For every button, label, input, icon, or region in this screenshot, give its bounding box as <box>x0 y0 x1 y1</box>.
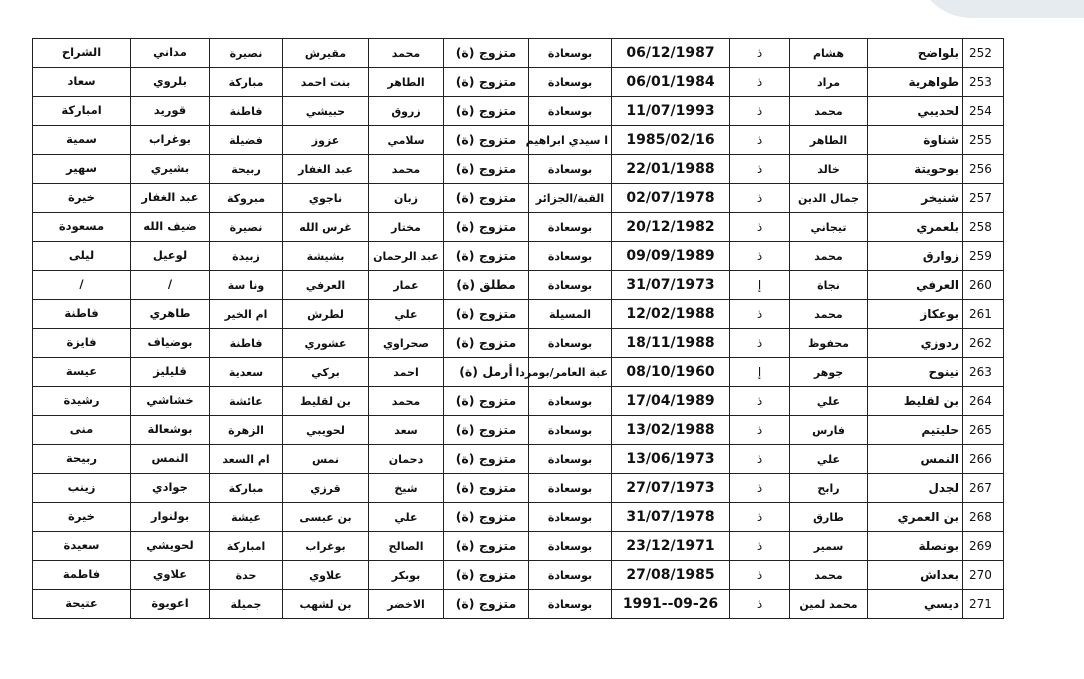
father-name-cell: عبد الرحمان <box>369 242 444 271</box>
spouse-last-name-cell: بوشعالة <box>131 416 210 445</box>
table-row <box>33 329 1004 358</box>
birth-date-cell: 27/07/1973 <box>612 474 730 503</box>
first-name-cell: تيجاني <box>790 213 868 242</box>
father-name-cell: سلامي <box>369 126 444 155</box>
spouse-last-name-cell: بوغراب <box>131 126 210 155</box>
first-name-cell: محمد <box>790 97 868 126</box>
spouse-last-name-cell: النمس <box>131 445 210 474</box>
row-number-cell: 265 <box>963 416 1004 445</box>
birth-place-cell: بوسعادة <box>529 445 612 474</box>
table-row <box>33 590 1004 619</box>
row-number-cell: 260 <box>963 271 1004 300</box>
mother-last-name-cell: بن لقليط <box>283 387 369 416</box>
birth-place-cell: بوسعادة <box>529 532 612 561</box>
last-name-cell: بن لقليط <box>868 387 963 416</box>
sex-cell: ذ <box>730 155 790 184</box>
spouse-last-name-cell: قوريد <box>131 97 210 126</box>
mother-last-name-cell: حبيشي <box>283 97 369 126</box>
father-name-cell: الاخضر <box>369 590 444 619</box>
corner-decoration <box>914 0 1084 18</box>
birth-date-cell: 1985/02/16 <box>612 126 730 155</box>
mother-first-name-cell: فاطنة <box>210 97 283 126</box>
sex-cell: ذ <box>730 300 790 329</box>
mother-last-name-cell: عزوز <box>283 126 369 155</box>
father-name-cell: محمد <box>369 155 444 184</box>
mother-first-name-cell: مباركة <box>210 68 283 97</box>
mother-last-name-cell: لحويبي <box>283 416 369 445</box>
mother-last-name-cell: العرفي <box>283 271 369 300</box>
spouse-last-name-cell: اعويوة <box>131 590 210 619</box>
mother-first-name-cell: الزهرة <box>210 416 283 445</box>
first-name-cell: محفوظ <box>790 329 868 358</box>
birth-place-cell: بوسعادة <box>529 590 612 619</box>
sex-cell: ذ <box>730 97 790 126</box>
spouse-first-name-cell: عتيحة <box>33 590 131 619</box>
marital-status-cell: متزوج (ة) <box>444 242 529 271</box>
father-name-cell: عمار <box>369 271 444 300</box>
first-name-cell: محمد لمين <box>790 590 868 619</box>
sex-cell: ذ <box>730 329 790 358</box>
spouse-last-name-cell: بلروي <box>131 68 210 97</box>
last-name-cell: حليتيم <box>868 416 963 445</box>
father-name-cell: الطاهر <box>369 68 444 97</box>
birth-date-cell: 1991--09-26 <box>612 590 730 619</box>
table-row <box>33 561 1004 590</box>
birth-date-cell: 22/01/1988 <box>612 155 730 184</box>
birth-place-cell: بوسعادة <box>529 97 612 126</box>
first-name-cell: محمد <box>790 242 868 271</box>
marital-status-cell: متزوج (ة) <box>444 474 529 503</box>
first-name-cell: فارس <box>790 416 868 445</box>
birth-date-cell: 17/04/1989 <box>612 387 730 416</box>
birth-place-cell: ا سيدي ابراهيم <box>529 126 612 155</box>
birth-date-cell: 08/10/1960 <box>612 358 730 387</box>
birth-place-cell: بوسعادة <box>529 387 612 416</box>
sex-cell: ذ <box>730 184 790 213</box>
table-row <box>33 242 1004 271</box>
spouse-last-name-cell: قليليز <box>131 358 210 387</box>
row-number-cell: 253 <box>963 68 1004 97</box>
marital-status-cell: متزوج (ة) <box>444 300 529 329</box>
first-name-cell: طارق <box>790 503 868 532</box>
mother-first-name-cell: سعدية <box>210 358 283 387</box>
birth-place-cell: المسيلة <box>529 300 612 329</box>
table-row <box>33 445 1004 474</box>
birth-place-cell: بوسعادة <box>529 39 612 68</box>
birth-place-cell: بوسعادة <box>529 68 612 97</box>
father-name-cell: صحراوي <box>369 329 444 358</box>
mother-first-name-cell: جميلة <box>210 590 283 619</box>
first-name-cell: مراد <box>790 68 868 97</box>
birth-place-cell: بوسعادة <box>529 213 612 242</box>
spouse-first-name-cell: امباركة <box>33 97 131 126</box>
birth-place-cell: بوسعادة <box>529 416 612 445</box>
last-name-cell: بلواضح <box>868 39 963 68</box>
last-name-cell: نينوح <box>868 358 963 387</box>
row-number-cell: 263 <box>963 358 1004 387</box>
mother-first-name-cell: ام السعد <box>210 445 283 474</box>
marital-status-cell: متزوج (ة) <box>444 213 529 242</box>
mother-last-name-cell: لطرش <box>283 300 369 329</box>
spouse-first-name-cell: فايزة <box>33 329 131 358</box>
mother-first-name-cell: عيشة <box>210 503 283 532</box>
spouse-first-name-cell: سعاد <box>33 68 131 97</box>
marital-status-cell: متزوج (ة) <box>444 503 529 532</box>
marital-status-cell: متزوج (ة) <box>444 126 529 155</box>
table-row <box>33 503 1004 532</box>
sex-cell: ذ <box>730 590 790 619</box>
spouse-last-name-cell: بشيري <box>131 155 210 184</box>
first-name-cell: خالد <box>790 155 868 184</box>
spouse-last-name-cell: مداني <box>131 39 210 68</box>
sex-cell: إ <box>730 271 790 300</box>
father-name-cell: محمد <box>369 387 444 416</box>
marital-status-cell: متزوج (ة) <box>444 68 529 97</box>
table-row <box>33 358 1004 387</box>
spouse-first-name-cell: سعيدة <box>33 532 131 561</box>
first-name-cell: جمال الدين <box>790 184 868 213</box>
table-row <box>33 474 1004 503</box>
first-name-cell: محمد <box>790 300 868 329</box>
first-name-cell: سمير <box>790 532 868 561</box>
row-number-cell: 271 <box>963 590 1004 619</box>
birth-date-cell: 20/12/1982 <box>612 213 730 242</box>
spouse-first-name-cell: الشراح <box>33 39 131 68</box>
records-body <box>33 39 1004 619</box>
spouse-last-name-cell: بولنوار <box>131 503 210 532</box>
row-number-cell: 268 <box>963 503 1004 532</box>
mother-first-name-cell: عائشة <box>210 387 283 416</box>
spouse-first-name-cell: خيرة <box>33 503 131 532</box>
table-row <box>33 97 1004 126</box>
spouse-last-name-cell: طاهري <box>131 300 210 329</box>
row-number-cell: 256 <box>963 155 1004 184</box>
spouse-last-name-cell: خشاشي <box>131 387 210 416</box>
mother-last-name-cell: بركي <box>283 358 369 387</box>
last-name-cell: شناوة <box>868 126 963 155</box>
mother-first-name-cell: مبروكة <box>210 184 283 213</box>
marital-status-cell: متزوج (ة) <box>444 184 529 213</box>
father-name-cell: علي <box>369 503 444 532</box>
sex-cell: ذ <box>730 532 790 561</box>
mother-last-name-cell: بشيشة <box>283 242 369 271</box>
last-name-cell: بن العمري <box>868 503 963 532</box>
father-name-cell: الصالح <box>369 532 444 561</box>
spouse-last-name-cell: بوضياف <box>131 329 210 358</box>
mother-last-name-cell: بوغراب <box>283 532 369 561</box>
sex-cell: ذ <box>730 242 790 271</box>
marital-status-cell: متزوج (ة) <box>444 387 529 416</box>
row-number-cell: 269 <box>963 532 1004 561</box>
spouse-first-name-cell: رشيدة <box>33 387 131 416</box>
birth-date-cell: 13/02/1988 <box>612 416 730 445</box>
mother-first-name-cell: مباركة <box>210 474 283 503</box>
table-row <box>33 155 1004 184</box>
last-name-cell: بلعمري <box>868 213 963 242</box>
row-number-cell: 267 <box>963 474 1004 503</box>
father-name-cell: شيخ <box>369 474 444 503</box>
table-row <box>33 39 1004 68</box>
last-name-cell: شنيخر <box>868 184 963 213</box>
mother-first-name-cell: ونا سة <box>210 271 283 300</box>
birth-date-cell: 27/08/1985 <box>612 561 730 590</box>
mother-last-name-cell: علاوي <box>283 561 369 590</box>
row-number-cell: 261 <box>963 300 1004 329</box>
mother-last-name-cell: ناجوي <box>283 184 369 213</box>
marital-status-cell: متزوج (ة) <box>444 561 529 590</box>
birth-date-cell: 13/06/1973 <box>612 445 730 474</box>
father-name-cell: سعد <box>369 416 444 445</box>
marital-status-cell: أرمل (ة) <box>444 358 529 387</box>
mother-last-name-cell: نمس <box>283 445 369 474</box>
birth-place-cell: عبة العامر/بومردا <box>529 358 612 387</box>
mother-last-name-cell: عبد الغفار <box>283 155 369 184</box>
spouse-first-name-cell: مسعودة <box>33 213 131 242</box>
first-name-cell: جوهر <box>790 358 868 387</box>
row-number-cell: 259 <box>963 242 1004 271</box>
spouse-last-name-cell: جوادي <box>131 474 210 503</box>
spouse-first-name-cell: ربيحة <box>33 445 131 474</box>
spouse-first-name-cell: سمية <box>33 126 131 155</box>
birth-date-cell: 11/07/1993 <box>612 97 730 126</box>
father-name-cell: احمد <box>369 358 444 387</box>
mother-first-name-cell: حدة <box>210 561 283 590</box>
father-name-cell: دحمان <box>369 445 444 474</box>
marital-status-cell: متزوج (ة) <box>444 97 529 126</box>
marital-status-cell: متزوج (ة) <box>444 532 529 561</box>
table-row <box>33 532 1004 561</box>
spouse-last-name-cell: / <box>131 271 210 300</box>
mother-first-name-cell: نصيرة <box>210 39 283 68</box>
father-name-cell: زروق <box>369 97 444 126</box>
marital-status-cell: متزوج (ة) <box>444 155 529 184</box>
birth-date-cell: 23/12/1971 <box>612 532 730 561</box>
row-number-cell: 258 <box>963 213 1004 242</box>
mother-first-name-cell: فاطنة <box>210 329 283 358</box>
birth-date-cell: 31/07/1973 <box>612 271 730 300</box>
sex-cell: ذ <box>730 39 790 68</box>
row-number-cell: 262 <box>963 329 1004 358</box>
table-row <box>33 271 1004 300</box>
last-name-cell: بعداش <box>868 561 963 590</box>
spouse-first-name-cell: خيرة <box>33 184 131 213</box>
birth-date-cell: 12/02/1988 <box>612 300 730 329</box>
mother-last-name-cell: بنت احمد <box>283 68 369 97</box>
row-number-cell: 257 <box>963 184 1004 213</box>
birth-place-cell: بوسعادة <box>529 271 612 300</box>
birth-date-cell: 18/11/1988 <box>612 329 730 358</box>
birth-date-cell: 06/01/1984 <box>612 68 730 97</box>
sex-cell: ذ <box>730 445 790 474</box>
spouse-first-name-cell: فاطمة <box>33 561 131 590</box>
marital-status-cell: مطلق (ة) <box>444 271 529 300</box>
spouse-first-name-cell: عيسة <box>33 358 131 387</box>
sex-cell: ذ <box>730 561 790 590</box>
birth-date-cell: 06/12/1987 <box>612 39 730 68</box>
last-name-cell: لجدل <box>868 474 963 503</box>
sex-cell: ذ <box>730 68 790 97</box>
first-name-cell: محمد <box>790 561 868 590</box>
spouse-last-name-cell: لوعيل <box>131 242 210 271</box>
birth-date-cell: 09/09/1989 <box>612 242 730 271</box>
first-name-cell: هشام <box>790 39 868 68</box>
spouse-last-name-cell: علاوي <box>131 561 210 590</box>
last-name-cell: ديسي <box>868 590 963 619</box>
father-name-cell: مختار <box>369 213 444 242</box>
birth-place-cell: بوسعادة <box>529 155 612 184</box>
sex-cell: ذ <box>730 503 790 532</box>
father-name-cell: علي <box>369 300 444 329</box>
spouse-first-name-cell: منى <box>33 416 131 445</box>
spouse-first-name-cell: سهير <box>33 155 131 184</box>
mother-last-name-cell: بن عيسى <box>283 503 369 532</box>
row-number-cell: 255 <box>963 126 1004 155</box>
birth-place-cell: بوسعادة <box>529 503 612 532</box>
row-number-cell: 252 <box>963 39 1004 68</box>
table-row <box>33 213 1004 242</box>
table-row <box>33 126 1004 155</box>
sex-cell: ذ <box>730 213 790 242</box>
sex-cell: ذ <box>730 474 790 503</box>
spouse-last-name-cell: عبد الغفار <box>131 184 210 213</box>
birth-place-cell: بوسعادة <box>529 242 612 271</box>
sex-cell: إ <box>730 358 790 387</box>
last-name-cell: النمس <box>868 445 963 474</box>
mother-first-name-cell: امباركة <box>210 532 283 561</box>
table-row <box>33 68 1004 97</box>
row-number-cell: 270 <box>963 561 1004 590</box>
spouse-first-name-cell: زينب <box>33 474 131 503</box>
sex-cell: ذ <box>730 126 790 155</box>
mother-first-name-cell: فضيلة <box>210 126 283 155</box>
birth-place-cell: بوسعادة <box>529 561 612 590</box>
first-name-cell: نجاة <box>790 271 868 300</box>
mother-first-name-cell: زبيدة <box>210 242 283 271</box>
spouse-last-name-cell: لحويشي <box>131 532 210 561</box>
sex-cell: ذ <box>730 416 790 445</box>
last-name-cell: زوارق <box>868 242 963 271</box>
last-name-cell: العرفي <box>868 271 963 300</box>
last-name-cell: بوعكاز <box>868 300 963 329</box>
mother-last-name-cell: مقيرش <box>283 39 369 68</box>
records-sheet <box>32 38 1003 619</box>
spouse-first-name-cell: ليلى <box>33 242 131 271</box>
mother-last-name-cell: عشوري <box>283 329 369 358</box>
last-name-cell: لحديبي <box>868 97 963 126</box>
mother-first-name-cell: ربيحة <box>210 155 283 184</box>
birth-date-cell: 31/07/1978 <box>612 503 730 532</box>
birth-place-cell: القبة/الجزائر <box>529 184 612 213</box>
table-row <box>33 184 1004 213</box>
birth-place-cell: بوسعادة <box>529 474 612 503</box>
mother-first-name-cell: نصيرة <box>210 213 283 242</box>
last-name-cell: طواهرية <box>868 68 963 97</box>
row-number-cell: 254 <box>963 97 1004 126</box>
marital-status-cell: متزوج (ة) <box>444 329 529 358</box>
birth-place-cell: بوسعادة <box>529 329 612 358</box>
marital-status-cell: متزوج (ة) <box>444 445 529 474</box>
records-table <box>32 38 1004 619</box>
father-name-cell: زبان <box>369 184 444 213</box>
mother-last-name-cell: غرس الله <box>283 213 369 242</box>
mother-first-name-cell: ام الخير <box>210 300 283 329</box>
first-name-cell: علي <box>790 387 868 416</box>
table-row <box>33 416 1004 445</box>
last-name-cell: بوحويتة <box>868 155 963 184</box>
mother-last-name-cell: قرزي <box>283 474 369 503</box>
row-number-cell: 264 <box>963 387 1004 416</box>
marital-status-cell: متزوج (ة) <box>444 39 529 68</box>
row-number-cell: 266 <box>963 445 1004 474</box>
birth-date-cell: 02/07/1978 <box>612 184 730 213</box>
father-name-cell: بوبكر <box>369 561 444 590</box>
first-name-cell: علي <box>790 445 868 474</box>
marital-status-cell: متزوج (ة) <box>444 590 529 619</box>
spouse-first-name-cell: فاطنة <box>33 300 131 329</box>
spouse-first-name-cell: / <box>33 271 131 300</box>
first-name-cell: رابح <box>790 474 868 503</box>
last-name-cell: ردوزي <box>868 329 963 358</box>
last-name-cell: بونصلة <box>868 532 963 561</box>
marital-status-cell: متزوج (ة) <box>444 416 529 445</box>
mother-last-name-cell: بن لشهب <box>283 590 369 619</box>
first-name-cell: الطاهر <box>790 126 868 155</box>
table-row <box>33 387 1004 416</box>
spouse-last-name-cell: ضيف الله <box>131 213 210 242</box>
father-name-cell: محمد <box>369 39 444 68</box>
sex-cell: ذ <box>730 387 790 416</box>
table-row <box>33 300 1004 329</box>
